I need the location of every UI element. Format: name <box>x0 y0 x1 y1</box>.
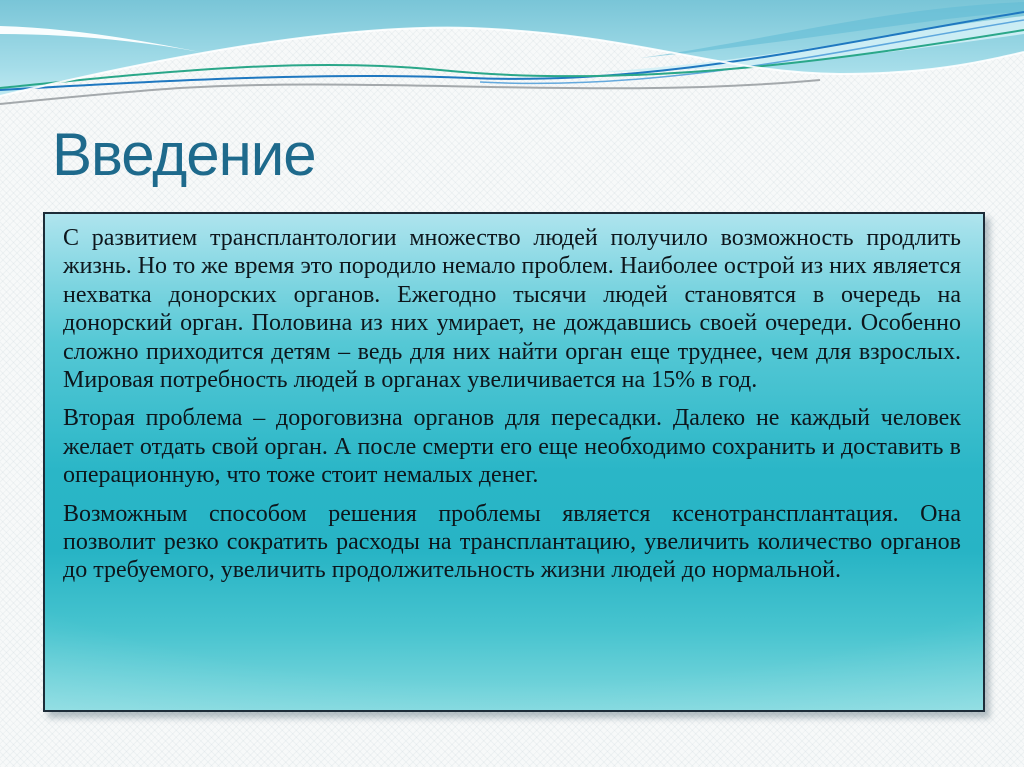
content-box <box>43 212 985 712</box>
paragraph-3: Возможным способом решения проблемы является ксенотрансплантация. Она позволит резко сократить расходы на трансплантацию, увеличить количество органов до требуемого, увеличить продолжительность жизни людей до нормальной. <box>63 500 961 584</box>
header-wave-graphic <box>0 0 1024 132</box>
page-title: Введение <box>52 121 316 188</box>
paragraph-1: С развитием трансплантологии множество людей получило возможность продлить жизнь. Но то же время это породило немало проблем. Наиболее острой из них является нехватка донорских органов. Ежегодно тысячи людей становятся в очередь на донорский орган. Половина из них умирает, не дождавшись своей очереди. Особенно сложно приходится детям – ведь для них найти орган еще труднее, чем для взрослых. Мировая потребность людей в органах увеличивается на 15% в год. <box>63 225 961 394</box>
paragraph-2: Вторая проблема – дороговизна органов для пересадки. Далеко не каждый человек желает отдать свой орган. А после смерти его еще необходимо сохранить и доставить в операционную, что тоже стоит немалых денег. <box>63 405 961 489</box>
